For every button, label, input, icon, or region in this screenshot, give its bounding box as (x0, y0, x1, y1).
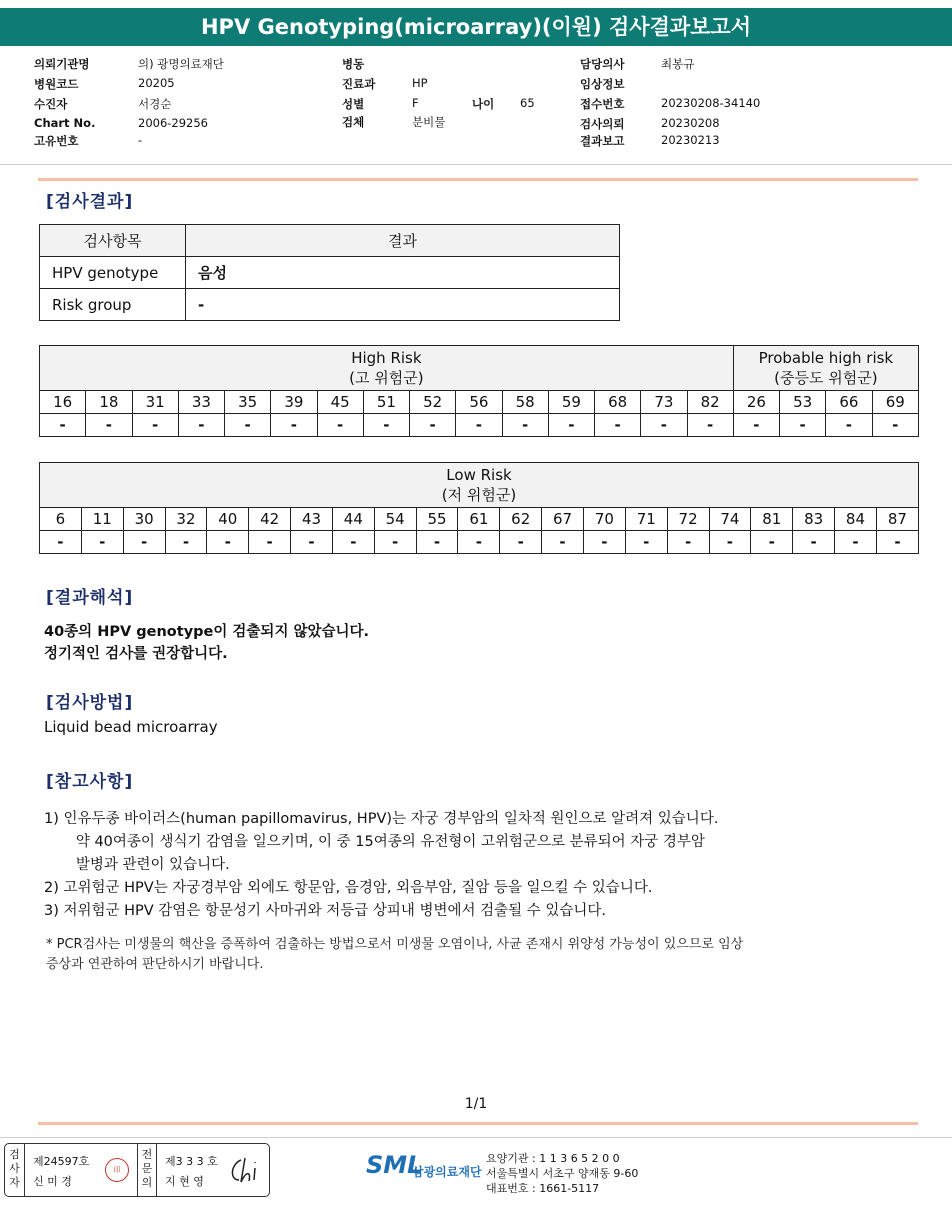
hpv-type-cell: 54 (374, 508, 416, 531)
section-heading-interpretation: [결과해석] (46, 588, 134, 608)
institution-line: 요양기관 : 1 1 3 6 5 2 0 0 (486, 1152, 620, 1165)
report-title: HPV Genotyping(microarray)(이원) 검사결과보고서 (0, 8, 952, 46)
low-risk-subtitle: (저 위험군) (441, 486, 517, 504)
hpv-result-cell: - (502, 414, 548, 437)
low-risk-group-header (40, 463, 919, 508)
hpv-type-cell: 59 (548, 391, 594, 414)
hpv-result-cell: - (374, 531, 416, 554)
institution-line: 서울특별시 서초구 양재동 9-60 (486, 1167, 639, 1180)
hpv-type-cell: 11 (81, 508, 123, 531)
header-value: F (412, 96, 419, 110)
low-risk-title: Low Risk (446, 466, 512, 484)
hpv-type-cell: 43 (291, 508, 333, 531)
tester-license: 제24597호 (33, 1155, 90, 1168)
header-value: 20230208-34140 (661, 96, 761, 110)
hpv-type-cell: 53 (780, 391, 826, 414)
hpv-result-cell: - (456, 414, 502, 437)
probable-risk-group-header (733, 346, 918, 391)
specialist-license: 제3 3 3 호 (165, 1155, 218, 1168)
section-heading-method: [검사방법] (46, 693, 134, 713)
hpv-result-cell: - (733, 414, 779, 437)
hpv-type-cell: 84 (835, 508, 877, 531)
hpv-result-cell: - (826, 414, 872, 437)
hpv-type-cell: 74 (709, 508, 751, 531)
header-divider (0, 164, 952, 165)
hpv-result-cell: - (416, 531, 458, 554)
hpv-type-cell: 71 (625, 508, 667, 531)
hpv-result-cell: - (751, 531, 793, 554)
header-label: 결과보고 (580, 134, 625, 148)
table-row (40, 257, 620, 289)
section-divider-top (38, 178, 918, 181)
header-value: 20230213 (661, 133, 720, 147)
interpretation-line: 40종의 HPV genotype이 검출되지 않았습니다. (44, 624, 370, 640)
hpv-result-cell: - (583, 531, 625, 554)
hpv-result-cell: - (291, 531, 333, 554)
hpv-result-cell: - (81, 531, 123, 554)
hpv-type-cell: 70 (583, 508, 625, 531)
hpv-result-cell: - (271, 414, 317, 437)
hpv-type-cell: 18 (86, 391, 132, 414)
reference-list (44, 808, 718, 923)
reference-line: 3) 저위험군 HPV 감염은 항문성기 사마귀와 저등급 상피내 병변에서 검출될 수 있습니다. (44, 903, 606, 919)
header-value: 20205 (138, 76, 175, 90)
col-header-result: 결과 (186, 225, 620, 257)
header-value: HP (412, 76, 428, 90)
hpv-result-cell: - (178, 414, 224, 437)
logo-mark: SML (366, 1151, 423, 1179)
hpv-type-cell: 51 (363, 391, 409, 414)
hpv-result-cell: - (641, 414, 687, 437)
header-value: 의) 광명의료재단 (138, 57, 224, 71)
hpv-type-cell: 40 (207, 508, 249, 531)
header-label: 접수번호 (580, 97, 625, 111)
hpv-result-cell: - (548, 414, 594, 437)
hpv-result-cell: - (835, 531, 877, 554)
page-number: 1/1 (464, 1096, 488, 1112)
header-value: 최봉규 (661, 57, 695, 71)
hpv-result-cell: - (165, 531, 207, 554)
hpv-type-cell: 32 (165, 508, 207, 531)
hpv-type-cell: 81 (751, 508, 793, 531)
hpv-result-cell: - (123, 531, 165, 554)
header-label: 검체 (342, 115, 365, 129)
reference-line: 2) 고위험군 HPV는 자궁경부암 외에도 항문암, 음경암, 외음부암, 질암 등을 일으킬 수 있습니다. (44, 880, 653, 896)
reference-line: 발병과 관련이 있습니다. (62, 857, 230, 873)
hpv-result-cell: - (625, 531, 667, 554)
tester-label-text: 검 사 자 (9, 1148, 20, 1189)
hpv-type-cell: 39 (271, 391, 317, 414)
hpv-result-cell: - (317, 414, 363, 437)
hpv-type-cell: 30 (123, 508, 165, 531)
hpv-result-cell: - (667, 531, 709, 554)
tester-label (5, 1144, 25, 1196)
high-risk-table (39, 345, 919, 437)
hpv-type-cell: 83 (793, 508, 835, 531)
age-label: 나이 (472, 97, 495, 111)
hpv-result-cell: - (225, 414, 271, 437)
specialist-name: 지 현 영 (165, 1175, 204, 1188)
hpv-result-cell: - (249, 531, 291, 554)
high-risk-group-header (40, 346, 734, 391)
item-cell: Risk group (40, 289, 186, 321)
institution-line: 대표번호 : 1661-5117 (486, 1182, 600, 1195)
header-label: 고유번호 (34, 134, 79, 148)
interpretation-line: 정기적인 검사를 권장합니다. (44, 646, 228, 662)
reference-line: 약 40여종이 생식기 감염을 일으키며, 이 중 15여종의 유전형이 고위험군으로 분류되어 자궁 경부암 (62, 834, 705, 850)
hpv-type-cell: 16 (40, 391, 86, 414)
hpv-type-cell: 56 (456, 391, 502, 414)
hpv-type-cell: 66 (826, 391, 872, 414)
hpv-type-cell: 55 (416, 508, 458, 531)
header-label: Chart No. (34, 116, 96, 130)
hpv-type-cell: 72 (667, 508, 709, 531)
header-label: 의뢰기관명 (34, 57, 90, 71)
hpv-result-cell: - (687, 414, 733, 437)
note-line: 증상과 연관하여 판단하시기 바랍니다. (46, 957, 264, 972)
note-line: * PCR검사는 미생물의 핵산을 증폭하여 검출하는 방법으로서 미생물 오염이나, 사균 존재시 위양성 가능성이 있으므로 임상 (46, 937, 744, 952)
hpv-result-cell: - (595, 414, 641, 437)
section-divider-bottom (38, 1122, 918, 1125)
probable-risk-subtitle: (중등도 위험군) (774, 369, 878, 387)
reference-line: 1) 인유두종 바이러스(human papillomavirus, HPV)는 자궁 경부암의 일차적 원인으로 알려져 있습니다. (44, 811, 719, 827)
hpv-type-cell: 82 (687, 391, 733, 414)
header-label: 수진자 (34, 97, 68, 111)
hpv-result-cell: - (542, 531, 584, 554)
hpv-result-cell: - (793, 531, 835, 554)
tester-seal-icon: 印 (105, 1158, 129, 1182)
hpv-type-cell: 44 (332, 508, 374, 531)
section-heading-reference: [참고사항] (46, 772, 134, 792)
probable-risk-title: Probable high risk (758, 349, 894, 367)
footer-divider (0, 1137, 952, 1138)
hpv-type-cell: 35 (225, 391, 271, 414)
signature-box (4, 1143, 270, 1197)
item-cell: HPV genotype (40, 257, 186, 289)
section-heading-result: [검사결과] (46, 192, 134, 212)
hpv-type-cell: 31 (132, 391, 178, 414)
table-row (40, 289, 620, 321)
hpv-result-cell: - (363, 414, 409, 437)
hpv-type-cell: 52 (410, 391, 456, 414)
hpv-type-cell: 69 (872, 391, 919, 414)
header-value: 분비물 (412, 115, 446, 129)
hpv-result-cell: - (40, 414, 86, 437)
header-label: 담당의사 (580, 57, 625, 71)
result-row (40, 414, 919, 437)
hpv-type-cell: 45 (317, 391, 363, 414)
header-label: 성별 (342, 97, 365, 111)
sml-logo (366, 1151, 482, 1179)
low-risk-table (39, 462, 919, 554)
hpv-type-cell: 67 (542, 508, 584, 531)
hpv-type-cell: 87 (876, 508, 918, 531)
hpv-result-cell: - (332, 531, 374, 554)
hpv-type-cell: 26 (733, 391, 779, 414)
institution-info (486, 1151, 638, 1196)
high-risk-title: High Risk (351, 349, 422, 367)
report-header (0, 54, 952, 154)
pcr-note (46, 935, 743, 975)
hpv-type-cell: 68 (595, 391, 641, 414)
col-header-item: 검사항목 (40, 225, 186, 257)
specialist-label (137, 1144, 157, 1196)
org-name: 삼광의료재단 (412, 1165, 482, 1179)
header-value: - (138, 133, 143, 147)
header-label: 병원코드 (34, 77, 79, 91)
hpv-result-cell: - (207, 531, 249, 554)
tester-name: 신 미 경 (33, 1175, 72, 1188)
hpv-result-cell: - (40, 531, 82, 554)
hpv-result-cell: - (780, 414, 826, 437)
header-label: 검사의뢰 (580, 117, 625, 131)
header-value: 2006-29256 (138, 116, 208, 130)
result-cell: 음성 (186, 257, 620, 289)
result-row (40, 531, 919, 554)
age-value: 65 (520, 96, 535, 110)
signature-icon (227, 1154, 265, 1186)
type-row (40, 508, 919, 531)
hpv-result-cell: - (709, 531, 751, 554)
header-label: 진료과 (342, 77, 376, 91)
hpv-result-cell: - (86, 414, 132, 437)
hpv-type-cell: 61 (458, 508, 500, 531)
specialist-label-text: 전 문 의 (141, 1148, 153, 1189)
hpv-type-cell: 42 (249, 508, 291, 531)
hpv-result-cell: - (876, 531, 918, 554)
high-risk-subtitle: (고 위험군) (349, 369, 424, 387)
header-value: 서경순 (138, 97, 172, 111)
hpv-type-cell: 6 (40, 508, 82, 531)
interpretation-text (44, 621, 369, 665)
hpv-type-cell: 73 (641, 391, 687, 414)
hpv-result-cell: - (410, 414, 456, 437)
hpv-type-cell: 33 (178, 391, 224, 414)
result-table (39, 224, 620, 321)
type-row (40, 391, 919, 414)
hpv-result-cell: - (500, 531, 542, 554)
hpv-result-cell: - (872, 414, 919, 437)
header-label: 임상정보 (580, 77, 625, 91)
hpv-result-cell: - (458, 531, 500, 554)
result-cell: - (186, 289, 620, 321)
header-value: 20230208 (661, 116, 720, 130)
hpv-result-cell: - (132, 414, 178, 437)
hpv-type-cell: 58 (502, 391, 548, 414)
method-text: Liquid bead microarray (44, 718, 218, 736)
header-label: 병동 (342, 57, 365, 71)
hpv-type-cell: 62 (500, 508, 542, 531)
